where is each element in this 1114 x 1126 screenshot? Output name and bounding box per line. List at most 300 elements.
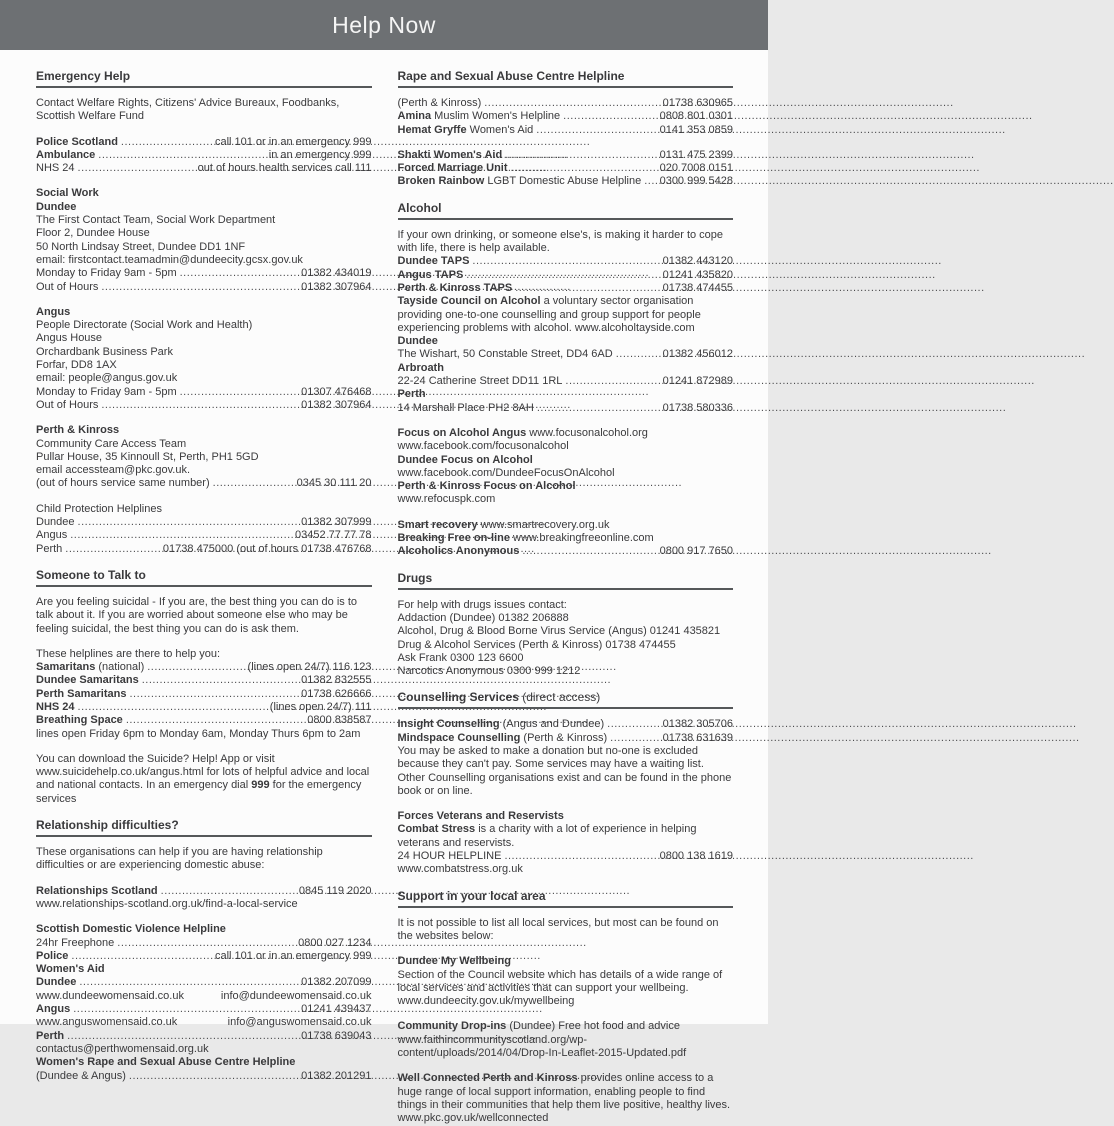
row-value: 01241 872989 (662, 375, 733, 388)
bold-text: Alcohol (397, 200, 442, 215)
paragraph (36, 306, 372, 319)
spacer (398, 137, 734, 149)
bold-text: Forced Marriage Unit (397, 162, 508, 175)
paragraph (398, 362, 734, 375)
right-text: info@dundeewomensaid.co.uk (220, 989, 372, 1002)
split-row (36, 1016, 372, 1029)
text: www.facebook.com/DundeeFocusOnAlcohol (397, 466, 615, 479)
bold-text: Support in your local area (397, 888, 546, 903)
dot-leader (161, 885, 296, 898)
split-row (36, 990, 372, 1003)
dot-leader (147, 661, 244, 674)
bold-text: Breathing Space (36, 714, 123, 727)
spacer (398, 559, 734, 571)
dot-leader-row (398, 402, 734, 415)
page-title: Help Now (332, 11, 436, 38)
dot-leader (536, 124, 656, 137)
paragraph (398, 810, 734, 823)
bold-text: Police (36, 949, 69, 962)
spacer (398, 943, 734, 955)
bold-text: Drugs (397, 570, 433, 585)
row-label (36, 1070, 126, 1083)
spacer (398, 415, 734, 427)
text: People Directorate (Social Work and Health) (36, 319, 253, 332)
row-value: 0300 999 5428 (659, 175, 733, 188)
row-value: 0800 917 7650 (659, 545, 733, 558)
text: email accessteam@pkc.gov.uk. (36, 464, 191, 477)
bold-text: Police Scotland (36, 135, 118, 148)
dot-leader-row (398, 269, 734, 282)
bold-text: Smart recovery (397, 518, 478, 531)
dot-leader-row (36, 976, 372, 989)
bold-text: Angus (36, 1003, 71, 1016)
dot-leader (121, 136, 212, 149)
dot-leader-row (398, 97, 734, 110)
dot-leader (515, 282, 659, 295)
dot-leader (511, 162, 657, 175)
dot-leader-row (36, 529, 372, 542)
dot-leader (504, 850, 656, 863)
bold-text: Perth Samaritans (36, 687, 127, 700)
row-value: 01382 434019 (301, 267, 372, 280)
paragraph (398, 295, 734, 335)
paragraph (36, 214, 372, 227)
text: www.breakingfreeonline.com (509, 532, 654, 545)
dot-leader-row (36, 714, 372, 727)
dot-leader-row (36, 688, 372, 701)
section-heading (36, 69, 372, 88)
dot-leader-row (36, 937, 372, 950)
paragraph (36, 254, 372, 267)
text: www.combatstress.org.uk (397, 863, 523, 876)
bold-text: Perth & Kinross (36, 424, 120, 437)
bold-text: Hemat Gryffe (397, 123, 467, 136)
row-value: 0141 353 0859 (659, 123, 733, 136)
bold-text: Dundee Focus on Alcohol (397, 453, 533, 466)
spacer (398, 798, 734, 810)
row-label (36, 529, 67, 542)
section-heading (398, 690, 734, 709)
section-heading (398, 889, 734, 908)
spacer (36, 806, 372, 818)
text: You can download the Suicide? Help! App or visit www.suicidehelp.co.uk/angus.html for lots of helpful advice and local and national contacts. In an emergency dial (36, 752, 370, 792)
dot-leader (142, 674, 298, 687)
text: (Dundee) Free hot food and advice (506, 1020, 680, 1033)
dot-leader (472, 255, 659, 268)
row-value: 0808 801 0301 (659, 110, 733, 123)
row-label (398, 149, 503, 162)
text: (Dundee & Angus) (36, 1069, 126, 1082)
paragraph (398, 652, 734, 665)
dot-leader-row (398, 850, 734, 863)
row-value: 0845 119 2020 (298, 884, 372, 897)
paragraph (398, 969, 734, 996)
section-heading (36, 818, 372, 837)
spacer (36, 124, 372, 136)
row-value: 01382 305706 (662, 718, 733, 731)
row-label (36, 516, 75, 529)
dot-leader (67, 1030, 298, 1043)
dot-leader (65, 543, 160, 556)
text: Addaction (Dundee) 01382 206888 (397, 611, 569, 624)
paragraph (398, 625, 734, 638)
row-value: 0131 475 2399 (659, 148, 733, 161)
dot-leader (537, 402, 660, 415)
row-label (36, 386, 177, 399)
paragraph (398, 599, 734, 612)
row-label (398, 97, 482, 110)
text: NHS 24 (36, 162, 75, 175)
text: Monday to Friday 9am - 5pm (36, 267, 177, 280)
dot-leader-row (36, 516, 372, 529)
spacer (36, 175, 372, 187)
text: (Perth & Kinross) (397, 97, 482, 109)
dot-leader-row (36, 1070, 372, 1083)
dot-leader-row (36, 136, 372, 149)
dot-leader-row (36, 399, 372, 412)
paragraph (398, 1072, 734, 1125)
paragraph (398, 955, 734, 968)
dot-leader (71, 950, 212, 963)
row-label (398, 162, 508, 175)
row-label (398, 255, 470, 268)
spacer (398, 877, 734, 889)
dot-leader-row (36, 661, 372, 674)
dot-leader (79, 976, 298, 989)
dot-leader-row (398, 124, 734, 137)
row-value: 01382 201291 (301, 1069, 372, 1082)
spacer (36, 911, 372, 923)
dot-leader (484, 97, 659, 110)
row-label (398, 124, 534, 137)
spacer (398, 1060, 734, 1072)
text: 14 Marshall Place PH2 8AH (397, 401, 534, 414)
paragraph (36, 372, 372, 385)
spacer (36, 294, 372, 306)
text: For help with drugs issues contact: (397, 598, 567, 611)
paragraph (36, 319, 372, 332)
row-label (398, 402, 534, 415)
row-value: call 101 or in an emergency 999 (214, 135, 372, 148)
text: Contact Welfare Rights, Citizens' Advice Bureaux, Foodbanks, Scottish Welfare Fund (36, 97, 340, 123)
row-value: 01307 476468 (301, 385, 372, 398)
spacer (36, 741, 372, 753)
bold-text: Dundee (36, 200, 77, 213)
paragraph (36, 753, 372, 806)
dot-leader (522, 545, 656, 558)
row-label (36, 1030, 64, 1043)
dot-leader (607, 718, 660, 731)
paragraph (398, 519, 734, 532)
paragraph (36, 346, 372, 359)
row-value: (lines open 24/7) 111 (269, 700, 372, 713)
bold-text: Angus TAPS (397, 268, 464, 281)
text: 22-24 Catherine Street DD11 1RL (397, 375, 563, 388)
text: www.focusonalcohol.org (526, 426, 648, 439)
spacer (36, 412, 372, 424)
paragraph (398, 823, 734, 850)
section-heading (398, 201, 734, 220)
text: email: people@angus.gov.uk (36, 372, 178, 385)
paragraph (36, 227, 372, 240)
text: Drug & Alcohol Services (Perth & Kinross) 01738 474455 (397, 638, 676, 651)
paragraph (36, 1043, 372, 1056)
text: for the emergency services (36, 779, 362, 805)
row-value: 0800 027 1234 (298, 936, 372, 949)
text: Ask Frank 0300 123 6600 (397, 651, 524, 664)
dot-leader (78, 162, 195, 175)
spacer (398, 507, 734, 519)
row-value: 01738 474455 (662, 281, 733, 294)
dot-leader-row (36, 386, 372, 399)
dot-leader (616, 348, 660, 361)
spacer (36, 636, 372, 648)
bold-text: Well Connected Perth and Kinross (397, 1072, 578, 1085)
bold-text: Perth (36, 1029, 65, 1042)
paragraph (36, 359, 372, 372)
paragraph (36, 332, 372, 345)
bold-text: Rape and Sexual Abuse Centre Helpline (397, 69, 625, 83)
bold-text: Arbroath (397, 361, 444, 374)
row-label (36, 399, 98, 412)
paragraph (36, 596, 372, 636)
dot-leader (78, 516, 299, 529)
bold-text: Combat Stress (397, 823, 476, 836)
text: Dundee (36, 516, 75, 529)
text: www.facebook.com/focusonalcohol (397, 440, 569, 453)
bold-text: Scottish Domestic Violence Helpline (36, 923, 226, 936)
row-label (36, 267, 177, 280)
row-value: 01738 475000 (out of hours 01738 476768 (162, 542, 372, 555)
bold-text: Amina (397, 110, 432, 123)
dot-leader-row (398, 149, 734, 162)
dot-leader (563, 110, 656, 123)
row-value: 01738 639043 (301, 1029, 372, 1042)
bold-text: Mindspace Counselling (397, 731, 521, 744)
text: provides online access to a huge range of local support information, enabling people to find things in their communities that help them live positive, healthy lives. www.pkc.gov.uk/wellconnected (397, 1072, 731, 1125)
row-label (36, 149, 95, 162)
paragraph (36, 648, 372, 661)
row-label (398, 732, 608, 745)
dot-leader (101, 399, 298, 412)
paragraph (398, 995, 734, 1008)
text: Orchardbank Business Park (36, 345, 173, 358)
text: The Wishart, 50 Constable Street, DD4 6AD (397, 348, 613, 361)
paragraph (36, 451, 372, 464)
paragraph (398, 917, 734, 944)
row-value: 01241 439437 (301, 1003, 372, 1016)
dot-leader-row (398, 175, 734, 188)
paragraph (398, 493, 734, 506)
dot-leader-row (36, 149, 372, 162)
row-label (36, 281, 98, 294)
text: Community Care Access Team (36, 437, 187, 450)
text: Out of Hours (36, 398, 99, 411)
paragraph (36, 923, 372, 936)
text: email: firstcontact.teamadmin@dundeecity.gcsx.gov.uk (36, 253, 303, 266)
text: Perth (36, 542, 63, 555)
paragraph (36, 1056, 372, 1069)
spacer (36, 491, 372, 503)
row-value: 03452 77 77 78 (295, 529, 372, 542)
text: Muslim Women's Helpline (431, 110, 561, 123)
dot-leader (505, 149, 656, 162)
right-column (398, 69, 734, 1126)
dot-leader-row (36, 701, 372, 714)
text: 24 HOUR HELPLINE (397, 850, 502, 863)
row-value: 01738 580336 (662, 401, 733, 414)
row-label (398, 545, 520, 558)
paragraph (398, 427, 734, 440)
bold-text: Women's Rape and Sexual Abuse Centre Helpline (36, 1056, 296, 1069)
dot-leader (466, 269, 659, 282)
row-value: 01738 630965 (662, 97, 733, 109)
bold-text: Counselling Services (397, 690, 519, 705)
bold-text: Shakti Women's Aid (397, 148, 503, 161)
text: Are you feeling suicidal - If you are, the best thing you can do is to talk about it. If you are worried about someone else who may be feeling suicidal, the best thing you can do is ask them. (36, 595, 358, 635)
text: lines open Friday 6pm to Monday 6am, Monday Thurs 6pm to 2am (36, 727, 361, 740)
dot-leader-row (36, 477, 372, 490)
row-value: 01382 307964 (301, 280, 372, 293)
row-label (36, 937, 114, 950)
row-value: in an emergency 999 (268, 148, 372, 161)
left-text: www.anguswomensaid.co.uk (36, 1016, 178, 1029)
dot-leader-row (36, 267, 372, 280)
text: (direct access) (518, 690, 601, 705)
text: is a charity with a lot of experience in helping veterans and reservists. (397, 823, 697, 849)
left-column (36, 69, 372, 1126)
paragraph (398, 454, 734, 467)
dot-leader (117, 937, 295, 950)
paragraph (36, 464, 372, 477)
row-label (36, 477, 210, 490)
bold-text: Emergency Help (36, 69, 131, 83)
paragraph (398, 639, 734, 652)
bold-text: Relationships Scotland (36, 884, 158, 897)
bold-text: 999 (251, 779, 270, 792)
row-label (398, 348, 613, 361)
row-label (36, 714, 123, 727)
paragraph (398, 388, 734, 401)
row-label (36, 674, 139, 687)
row-value: 0345 30 111 20 (296, 477, 372, 490)
text: If your own drinking, or someone else's, is making it harder to cope with life, there is help available. (397, 228, 724, 255)
paragraph (36, 424, 372, 437)
row-value: 01382 832555 (301, 674, 372, 687)
text: Women's Aid (466, 123, 534, 136)
text: Forfar, DD8 1AX (36, 359, 117, 372)
dot-leader (610, 732, 659, 745)
dot-leader-row (398, 162, 734, 175)
dot-leader (129, 1070, 298, 1083)
text: Monday to Friday 9am - 5pm (36, 385, 177, 398)
paragraph (36, 187, 372, 200)
bold-text: Angus (36, 305, 71, 318)
text: (out of hours service same number) (36, 477, 210, 490)
bold-text: Relationship difficulties? (36, 818, 179, 833)
dot-leader-row (36, 1030, 372, 1043)
row-value: call 101 or in an emergency 999 (214, 949, 372, 962)
paragraph (398, 863, 734, 876)
text: Alcohol, Drug & Blood Borne Virus Service (Angus) 01241 435821 (397, 625, 721, 638)
text: a voluntary sector organisation providing one-to-one counselling and group support for people experiencing problems with alcohol. www.alcoholtayside.com (397, 295, 701, 334)
dot-leader-row (36, 1003, 372, 1016)
text: Child Protection Helplines (36, 502, 162, 515)
text: Angus (36, 529, 68, 542)
dot-leader-row (398, 545, 734, 558)
dot-leader-row (398, 110, 734, 123)
right-text: info@anguswomensaid.co.uk (227, 1016, 372, 1029)
bold-text: Community Drop-ins (397, 1020, 507, 1033)
row-value: 01382 207099 (301, 976, 372, 989)
row-value: 01382 443120 (662, 255, 733, 268)
dot-leader-row (36, 543, 372, 556)
paragraph (398, 440, 734, 453)
spacer (36, 556, 372, 568)
dot-leader-row (36, 674, 372, 687)
row-value: out of hours health services call 111 (197, 162, 372, 175)
paragraph (398, 532, 734, 545)
spacer (398, 1008, 734, 1020)
text: www.dundeecity.gov.uk/mywellbeing (397, 995, 575, 1008)
dot-leader-row (398, 718, 734, 731)
paragraph (398, 612, 734, 625)
row-value: 020 7008 0151 (659, 162, 733, 175)
dot-leader (98, 149, 265, 162)
text: Floor 2, Dundee House (36, 227, 150, 240)
bold-text: Samaritans (36, 661, 96, 674)
bold-text: Perth & Kinross TAPS (397, 281, 513, 294)
row-value: (lines open 24/7) 116 123 (247, 661, 372, 674)
dot-leader-row (398, 732, 734, 745)
bold-text: Perth & Kinross Focus on Alcohol (397, 480, 576, 493)
row-label (398, 375, 563, 388)
paragraph (398, 1034, 734, 1061)
dot-leader (126, 714, 304, 727)
text: 24hr Freephone (36, 936, 115, 949)
row-label (36, 136, 118, 149)
dot-leader (565, 375, 659, 388)
bold-text: Ambulance (36, 148, 96, 161)
row-value: 01738 631639 (662, 731, 733, 744)
paragraph (36, 201, 372, 214)
dot-leader (101, 281, 298, 294)
dot-leader-row (398, 282, 734, 295)
row-value: 0800 138 1619 (659, 850, 733, 863)
row-label (36, 1003, 70, 1016)
row-label (36, 543, 62, 556)
paragraph (36, 97, 372, 124)
text: 50 North Lindsay Street, Dundee DD1 1NF (36, 240, 246, 253)
text: contactus@perthwomensaid.org.uk (36, 1042, 209, 1055)
bold-text: Someone to Talk to (36, 567, 146, 582)
bold-text: Broken Rainbow (397, 175, 485, 188)
bold-text: Forces Veterans and Reservists (397, 810, 564, 823)
text: These organisations can help if you are having relationship difficulties or are experiencing domestic abuse: (36, 846, 323, 872)
row-label (398, 110, 561, 123)
row-label (398, 269, 464, 282)
row-value: 01382 456012 (662, 348, 733, 361)
text: www.refocuspk.com (397, 493, 496, 506)
text: It is not possible to list all local services, but most can be found on the websites below: (397, 916, 719, 942)
row-value: 0800 838587 (307, 714, 372, 727)
text: Out of Hours (36, 280, 99, 293)
row-value: 01382 307964 (301, 398, 372, 411)
spacer (398, 189, 734, 201)
paragraph (36, 898, 372, 911)
spacer (398, 678, 734, 690)
paragraph (36, 728, 372, 741)
